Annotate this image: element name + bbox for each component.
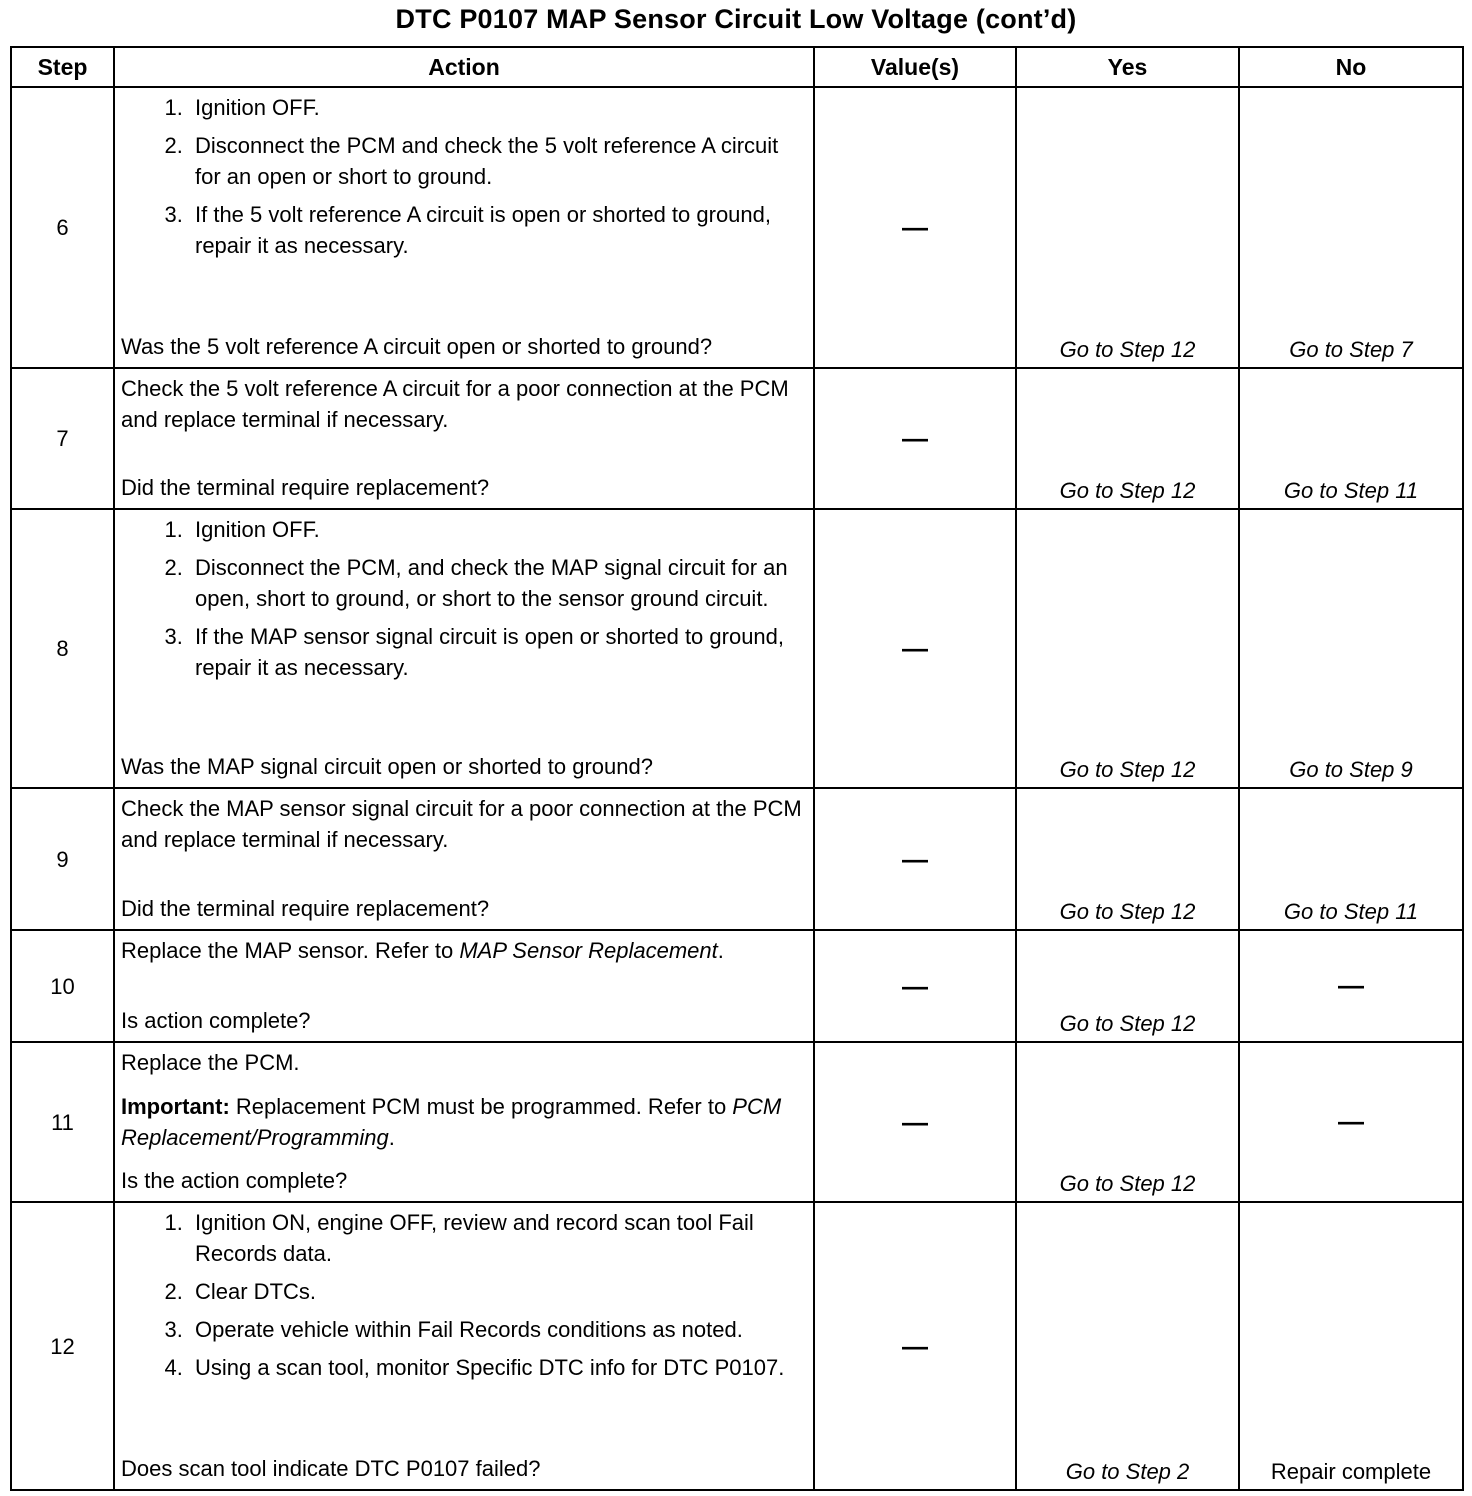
table-row: [11, 368, 1463, 509]
list-item: 3. If the 5 volt reference A circuit is open or shorted to ground, repair it as necessary.: [189, 199, 807, 261]
step-number: 11: [11, 1042, 114, 1202]
value-cell: —: [814, 1042, 1016, 1202]
table-row: [11, 788, 1463, 930]
header-step: Step: [11, 47, 114, 87]
value-cell: —: [814, 368, 1016, 509]
action-cell: [114, 87, 814, 368]
action-question: Was the MAP signal circuit open or shorted to ground?: [121, 754, 653, 779]
step-number: 12: [11, 1202, 114, 1490]
action-cell: [114, 368, 814, 509]
yes-cell: Go to Step 12: [1016, 509, 1239, 788]
list-item: 1. Ignition OFF.: [189, 92, 807, 123]
action-question: Does scan tool indicate DTC P0107 failed?: [121, 1456, 541, 1481]
header-no: No: [1239, 47, 1463, 87]
yes-cell: Go to Step 12: [1016, 930, 1239, 1042]
reference-link: MAP Sensor Replacement: [459, 938, 718, 963]
list-item: 2. Disconnect the PCM and check the 5 volt reference A circuit for an open or short to ground.: [189, 130, 807, 192]
action-list: [121, 514, 807, 690]
important-note: Important: Replacement PCM must be programmed. Refer to PCM Replacement/Programming.: [121, 1093, 782, 1150]
table-row: [11, 1202, 1463, 1490]
table-row: [11, 87, 1463, 368]
action-cell: [114, 1202, 814, 1490]
action-question: Was the 5 volt reference A circuit open or shorted to ground?: [121, 334, 713, 359]
action-text: Check the 5 volt reference A circuit for a poor connection at the PCM and replace terminal if necessary.: [121, 376, 789, 432]
action-list: [121, 92, 807, 268]
action-list: [121, 1207, 807, 1385]
action-cell: [114, 930, 814, 1042]
list-item: 2. Clear DTCs.: [189, 1276, 807, 1307]
action-cell: [114, 1042, 814, 1202]
value-cell: —: [814, 509, 1016, 788]
yes-cell: Go to Step 2: [1016, 1202, 1239, 1490]
action-text: Replace the MAP sensor. Refer to MAP Sensor Replacement.: [121, 938, 724, 963]
table-row: [11, 509, 1463, 788]
table-row: [11, 930, 1463, 1042]
no-cell: Repair complete: [1239, 1202, 1463, 1490]
action-text: Check the MAP sensor signal circuit for a poor connection at the PCM and replace terminal if necessary.: [121, 796, 802, 852]
no-cell: Go to Step 11: [1239, 788, 1463, 930]
step-number: 7: [11, 368, 114, 509]
header-values: Value(s): [814, 47, 1016, 87]
step-number: 6: [11, 87, 114, 368]
diagnostic-table: [10, 46, 1464, 1491]
value-cell: —: [814, 1202, 1016, 1490]
no-cell: —: [1239, 1042, 1463, 1202]
page-title: DTC P0107 MAP Sensor Circuit Low Voltage (cont’d): [395, 4, 1077, 34]
value-cell: —: [814, 87, 1016, 368]
step-number: 10: [11, 930, 114, 1042]
reference-link: PCM Replacement/Programming: [121, 1093, 782, 1150]
value-cell: —: [814, 930, 1016, 1042]
action-cell: [114, 509, 814, 788]
header-action: Action: [114, 47, 814, 87]
action-question: Did the terminal require replacement?: [121, 475, 490, 500]
no-cell: Go to Step 9: [1239, 509, 1463, 788]
step-number: 8: [11, 509, 114, 788]
action-cell: [114, 788, 814, 930]
action-text: Replace the PCM.: [121, 1050, 300, 1075]
no-cell: Go to Step 11: [1239, 368, 1463, 509]
list-item: 1. Ignition OFF.: [189, 514, 807, 545]
yes-cell: Go to Step 12: [1016, 368, 1239, 509]
action-question: Is action complete?: [121, 1008, 311, 1033]
list-item: 4. Using a scan tool, monitor Specific DTC info for DTC P0107.: [189, 1352, 807, 1383]
table-row: [11, 1042, 1463, 1202]
value-cell: —: [814, 788, 1016, 930]
step-number: 9: [11, 788, 114, 930]
yes-cell: Go to Step 12: [1016, 1042, 1239, 1202]
list-item: 3. Operate vehicle within Fail Records conditions as noted.: [189, 1314, 807, 1345]
header-row: [11, 47, 1463, 87]
no-cell: —: [1239, 930, 1463, 1042]
action-question: Did the terminal require replacement?: [121, 896, 490, 921]
list-item: 2. Disconnect the PCM, and check the MAP signal circuit for an open, short to ground, or short to the sensor ground circuit.: [189, 552, 807, 614]
action-question: Is the action complete?: [121, 1168, 348, 1193]
yes-cell: Go to Step 12: [1016, 788, 1239, 930]
no-cell: Go to Step 7: [1239, 87, 1463, 368]
list-item: 3. If the MAP sensor signal circuit is open or shorted to ground, repair it as necessary.: [189, 621, 807, 683]
header-yes: Yes: [1016, 47, 1239, 87]
yes-cell: Go to Step 12: [1016, 87, 1239, 368]
list-item: 1. Ignition ON, engine OFF, review and record scan tool Fail Records data.: [189, 1207, 807, 1269]
